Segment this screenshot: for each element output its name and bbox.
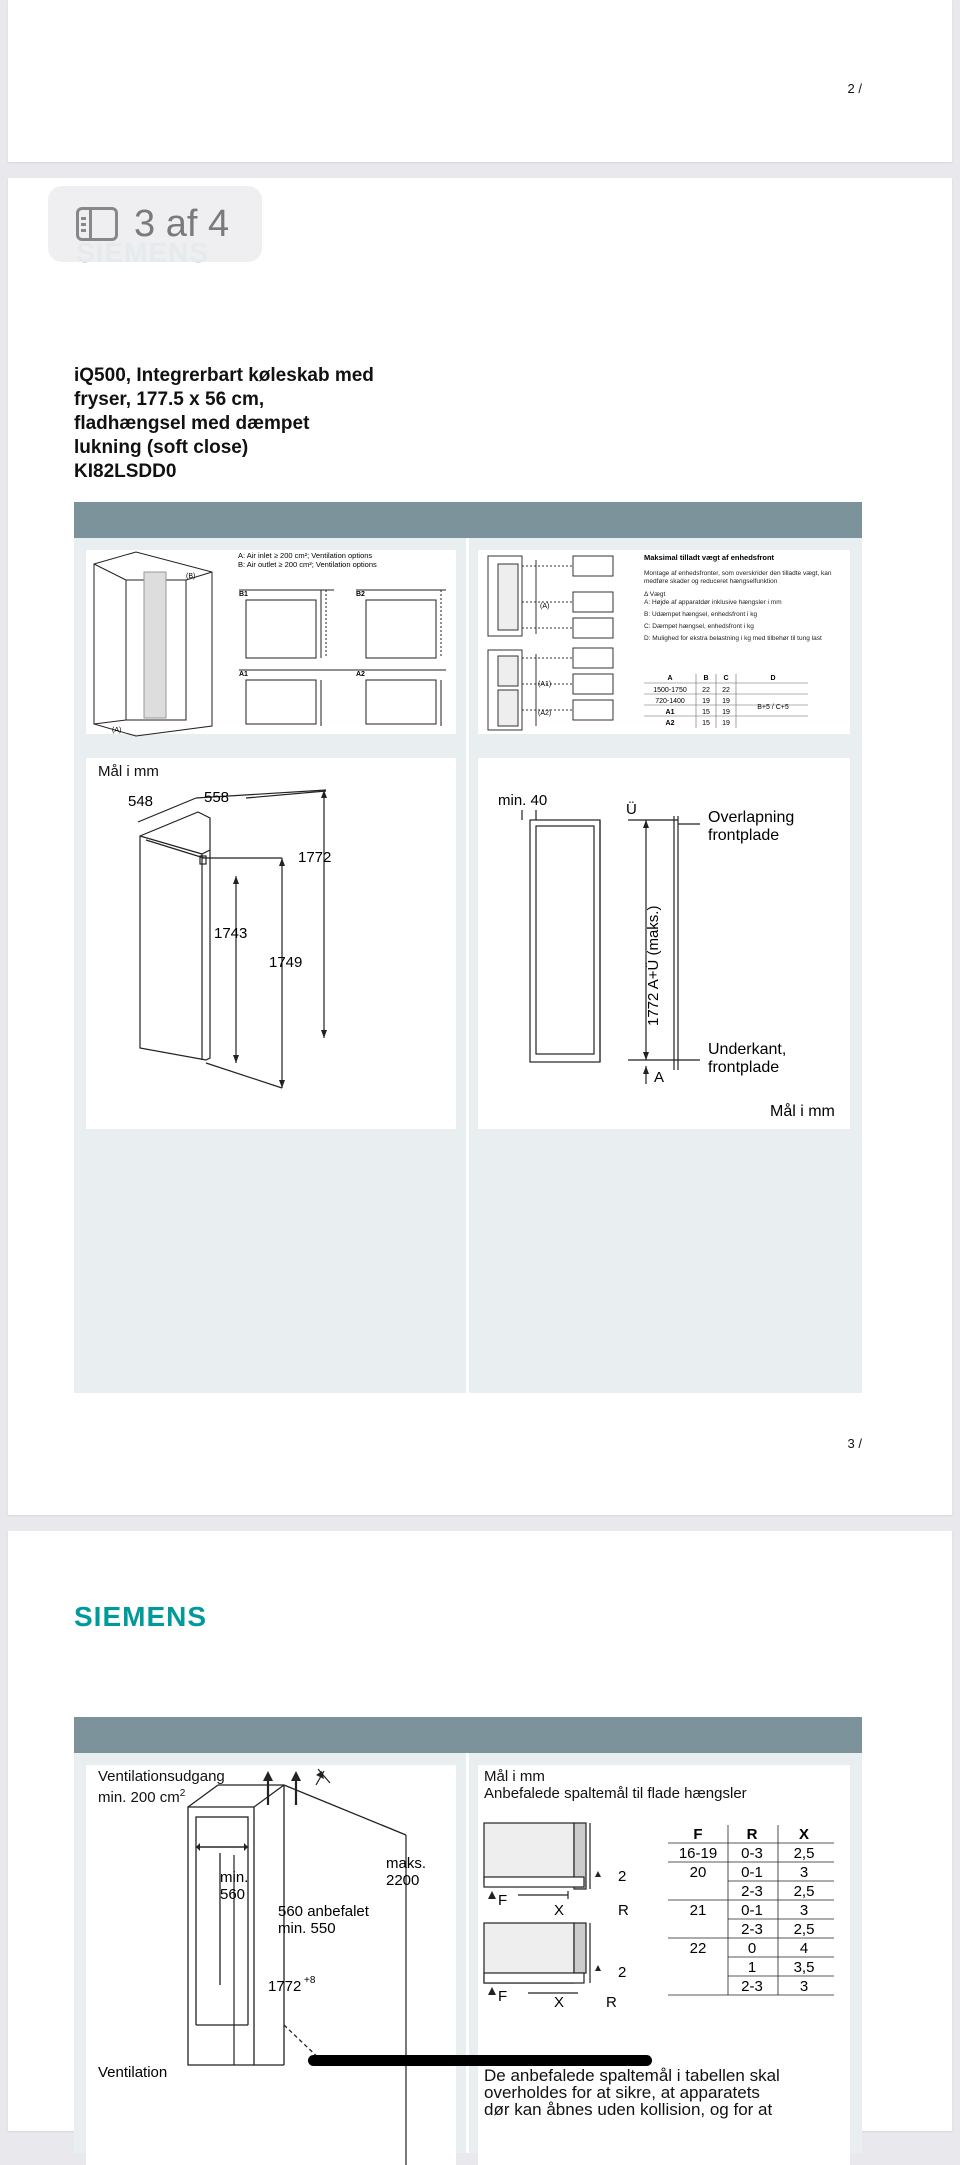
- vent-in-label: Ventilation: [98, 2064, 168, 2081]
- underkant-label: frontplade: [708, 1059, 780, 1076]
- gap-table-cell: 2-3: [741, 1883, 763, 1900]
- underkant-label: Underkant,: [708, 1041, 787, 1058]
- gap-table-cell: 2,5: [793, 1883, 815, 1900]
- dim-1749: 1749: [269, 954, 303, 971]
- recommended-label: 560 anbefalet: [278, 1903, 369, 1920]
- gap-table-cell: 1: [747, 1959, 757, 1976]
- dim-558: 558: [204, 789, 230, 806]
- front-caption: Mål i mm: [770, 1103, 835, 1120]
- sidebar-icon: [76, 207, 118, 241]
- gap-table-cell: 4: [799, 1940, 809, 1957]
- page-indicator[interactable]: [48, 186, 262, 262]
- gap-table-cell: 22: [689, 1940, 707, 1957]
- gap-table-header: F: [693, 1826, 703, 1843]
- ventilation-drawing: [86, 550, 456, 734]
- title-line: lukning (soft close): [74, 437, 249, 458]
- weight-b: B: Udæmpet hængsel, enhedsfront i kg: [644, 611, 758, 618]
- siemens-logo: SIEMENS: [74, 1601, 208, 1632]
- vent-out-area-text: min. 200 cm: [98, 1789, 180, 1806]
- min-560-value: 560: [220, 1886, 246, 1903]
- gap-table-cell: 2-3: [741, 1978, 763, 1995]
- gap-table-cell: 0-1: [741, 1902, 763, 1919]
- weight-heading: Maksimal tilladt vægt af enhedsfront: [644, 553, 775, 562]
- page-number: 3 /: [847, 1436, 862, 1451]
- gap-table-cell: 0-1: [741, 1864, 763, 1881]
- gap-note-2: overholdes for at sikre, at apparatets: [484, 2083, 760, 2102]
- weight-table-cell: A2: [665, 720, 675, 727]
- niche-drawing: [86, 1765, 456, 2165]
- page-number: 2 /: [847, 81, 862, 96]
- weight-table-cell: A1: [665, 709, 675, 716]
- gap-note-3: dør kan åbnes uden kollision, og for at: [484, 2100, 773, 2119]
- gap-table-cell: 2,5: [793, 1921, 815, 1938]
- gap-table-cell: 2-3: [741, 1921, 763, 1938]
- gap-table-header: X: [798, 1826, 810, 1843]
- label-b: (B): [186, 573, 196, 580]
- vent-out-area-sup: 2: [179, 1788, 186, 1799]
- home-indicator[interactable]: [308, 2055, 652, 2066]
- weight-table-cell: 19: [722, 698, 730, 705]
- ventilation-diagram: [86, 550, 456, 734]
- label-a2: (A2): [538, 710, 552, 717]
- label-a: (A): [540, 603, 550, 610]
- weight-table-cell: 19: [722, 720, 730, 727]
- section-band: [74, 1717, 862, 1753]
- label-a1: A1: [239, 671, 248, 678]
- recommended-min: min. 550: [278, 1920, 336, 1937]
- label-a1: (A1): [538, 681, 552, 688]
- weight-table-header: B: [703, 675, 709, 682]
- weight-c: C: Dæmpet hængsel, enhedsfront i kg: [644, 623, 754, 630]
- page-3: [8, 178, 952, 1515]
- grid-divider: [466, 538, 469, 1393]
- gap-diagram: [478, 1765, 850, 2165]
- gap-caption-2: Anbefalede spaltemål til flade hængsler: [484, 1785, 747, 1802]
- label-r: R: [606, 1994, 617, 2011]
- a-label: A: [654, 1069, 665, 1086]
- gap-table-cell: 3: [799, 1902, 809, 1919]
- label-b1: B1: [239, 591, 248, 598]
- weight-table-cell: B+5 / C+5: [757, 704, 789, 711]
- overlap-label: Overlapning: [708, 809, 795, 826]
- label-a2: A2: [356, 671, 365, 678]
- front-panel-drawing: [478, 758, 850, 1129]
- gap-2-lower: 2: [618, 1964, 627, 1981]
- weight-table-cell: 19: [702, 698, 710, 705]
- page-indicator-text: 3 af 4: [134, 202, 230, 245]
- vent-out-label: Ventilationsudgang: [98, 1768, 225, 1785]
- dim-caption: Mål i mm: [98, 763, 159, 780]
- weight-table-cell: 19: [722, 709, 730, 716]
- gap-table-cell: 21: [689, 1902, 707, 1919]
- label-a: (A): [112, 727, 122, 734]
- label-b2: B2: [356, 591, 365, 598]
- weight-table-cell: 15: [702, 709, 710, 716]
- dim-548: 548: [128, 793, 154, 810]
- min-40-label: min. 40: [498, 792, 548, 809]
- weight-table-header: D: [770, 675, 776, 682]
- dim-1772: 1772: [298, 849, 332, 866]
- label-x: X: [554, 1994, 565, 2011]
- gap-table-cell: 2,5: [793, 1845, 815, 1862]
- title-line: iQ500, Integrerbart køleskab med: [74, 365, 374, 386]
- label-f: F: [498, 1988, 508, 2005]
- gap-table-header: R: [746, 1826, 758, 1843]
- weight-intro: Montage af enhedsfronter, som overskrider den tilladte vægt, kan medføre skader og reduceret hængselfunktion: [644, 570, 832, 585]
- niche-height-tolerance: +8: [304, 1975, 316, 1986]
- grid-divider: [466, 1753, 469, 2153]
- product-title: [74, 364, 374, 484]
- gap-table-cell: 3: [799, 1864, 809, 1881]
- weight-table-header: C: [723, 675, 729, 682]
- title-line: fladhængsel med dæmpet: [74, 413, 310, 434]
- max-height-label: maks.: [386, 1855, 427, 1872]
- weight-drawing: [478, 550, 850, 734]
- label-x: X: [554, 1902, 565, 1919]
- dimension-drawing: [86, 758, 456, 1129]
- niche-diagram: [86, 1765, 456, 2165]
- weight-table-cell: 720-1400: [655, 698, 685, 705]
- u-label: Ü: [626, 801, 637, 818]
- label-f: F: [498, 1892, 508, 1909]
- vent-line-a: A: Air inlet ≥ 200 cm²; Ventilation options: [238, 551, 373, 560]
- min-560-label: min.: [220, 1869, 249, 1886]
- max-height-value: 2200: [386, 1872, 420, 1889]
- dim-1743: 1743: [214, 925, 248, 942]
- label-r: R: [618, 1902, 629, 1919]
- vertical-dimension: 1772 A+Ü (maks.): [645, 905, 662, 1026]
- gap-table-cell: 3,5: [793, 1959, 815, 1976]
- gap-table: [668, 1823, 848, 2003]
- front-panel-diagram: [478, 758, 850, 1129]
- dimension-diagram: [86, 758, 456, 1129]
- title-line: fryser, 177.5 x 56 cm,: [74, 389, 265, 410]
- weight-table-cell: 22: [702, 687, 710, 694]
- weight-table-header: A: [667, 675, 673, 682]
- gap-table-cell: 0: [747, 1940, 757, 1957]
- gap-note-1: De anbefalede spaltemål i tabellen skal: [484, 2066, 780, 2085]
- weight-diagram: [478, 550, 850, 734]
- title-line: KI82LSDD0: [74, 461, 177, 482]
- gap-table-cell: 0-3: [741, 1845, 763, 1862]
- vent-line-b: B: Air outlet ≥ 200 cm²; Ventilation options: [238, 560, 377, 569]
- niche-height: 1772: [268, 1978, 302, 1995]
- weight-a: A: Højde af apparatdør inklusive hængsler i mm: [644, 599, 782, 606]
- gap-caption-1: Mål i mm: [484, 1768, 545, 1785]
- section-band: [74, 502, 862, 538]
- weight-table-cell: 1500-1750: [653, 687, 687, 694]
- gap-table-cell: 20: [689, 1864, 707, 1881]
- weight-delta: Δ Vægt: [644, 591, 666, 598]
- weight-d: D: Mulighed for ekstra belastning i kg med tilbehør til tung last: [644, 635, 822, 642]
- page-4: [8, 1531, 952, 2131]
- gap-2-upper: 2: [618, 1868, 627, 1885]
- weight-table-cell: 22: [722, 687, 730, 694]
- overlap-label: frontplade: [708, 827, 780, 844]
- gap-table-cell: 16-19: [678, 1845, 718, 1862]
- weight-table-cell: 15: [702, 720, 710, 727]
- gap-table-cell: 3: [799, 1978, 809, 1995]
- page-2: [8, 0, 952, 162]
